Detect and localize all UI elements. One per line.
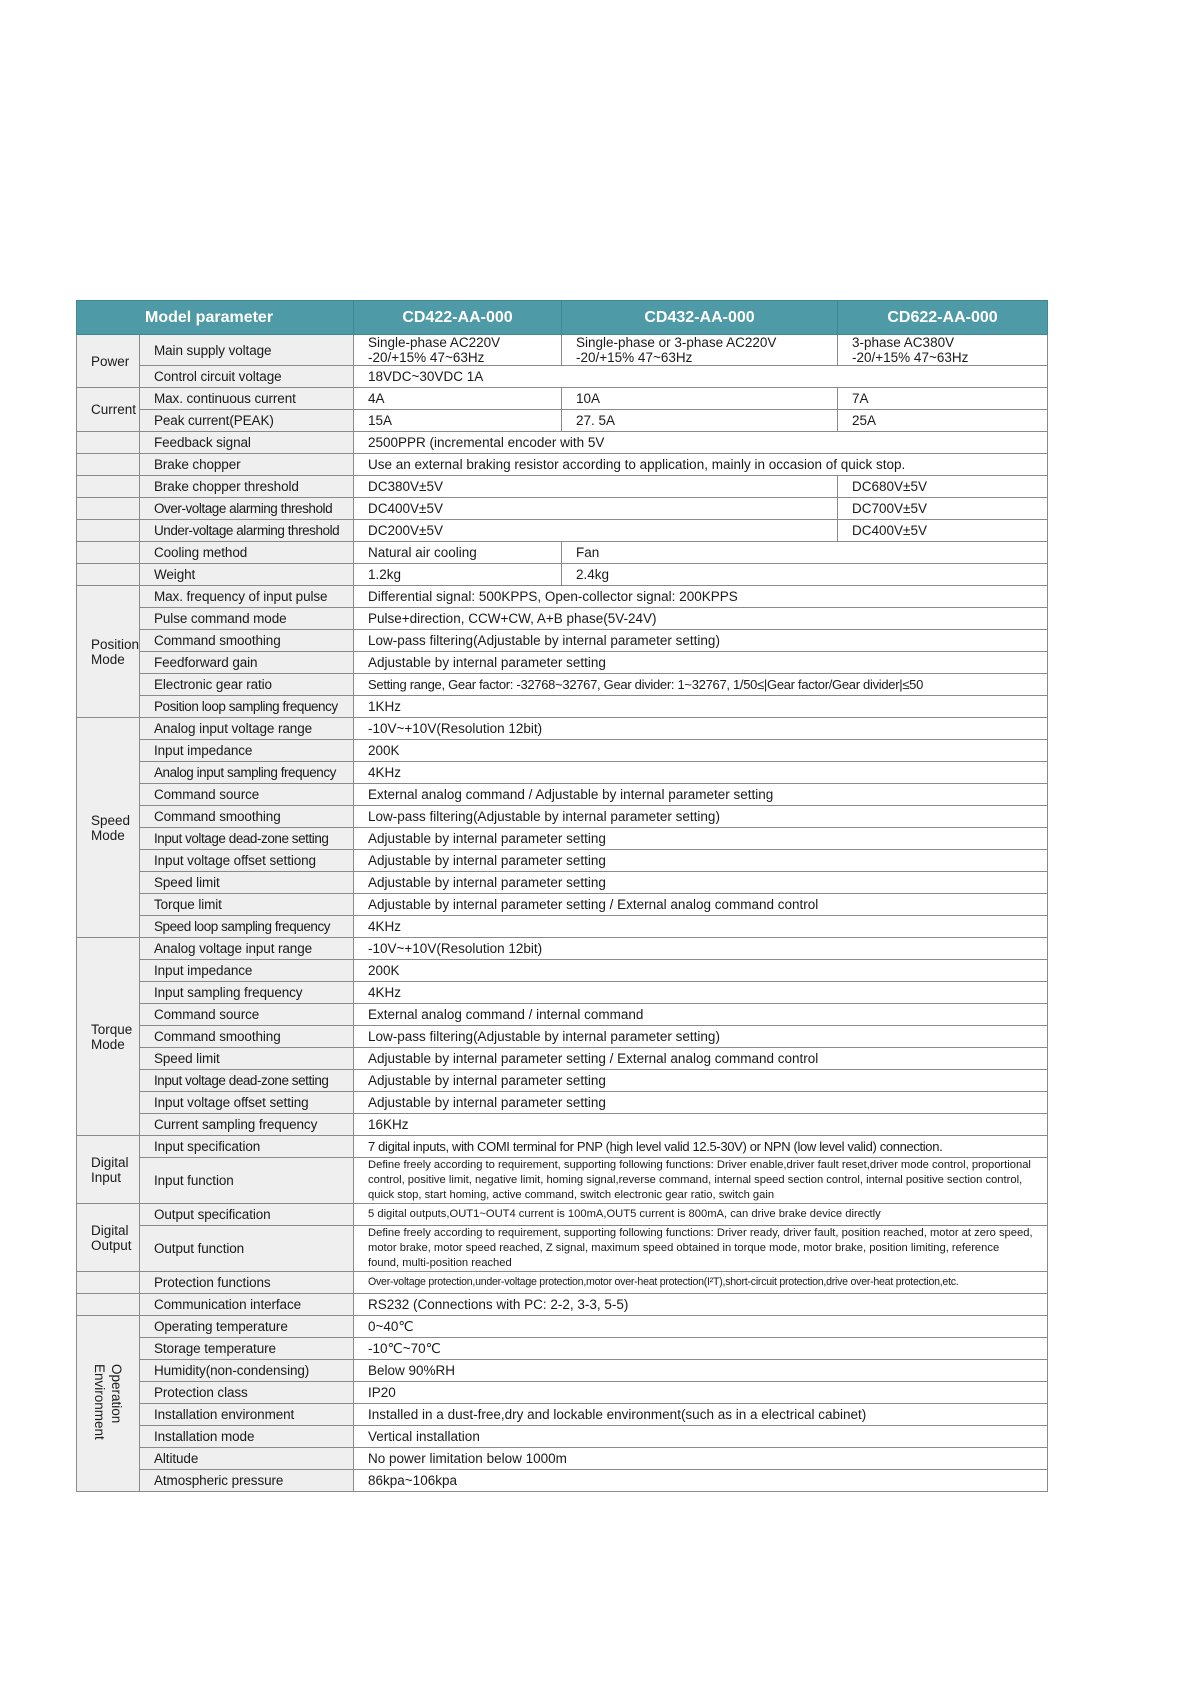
value-brake-threshold-cd422-cd432: DC380V±5V [354,476,838,498]
value-weight-cd422: 1.2kg [354,564,562,586]
table-row [77,1026,1048,1048]
param-torque: Input impedance [140,960,354,982]
value-environment: Installed in a dust-free,dry and lockable environment(such as in a electrical cabinet) [354,1404,1048,1426]
table-row [77,718,1048,740]
table-row [77,762,1048,784]
table-row [77,432,1048,454]
category-line: Output [91,1237,132,1253]
param-speed: Input voltage dead-zone setting [140,828,354,850]
value-peak-cd622: 25A [838,410,1048,432]
value-max-continuous-cd422: 4A [354,388,562,410]
category-torque-mode [77,938,140,1136]
table-row [77,564,1048,586]
category-line: Position [91,636,140,652]
param-torque: Input sampling frequency [140,982,354,1004]
value-speed: 4KHz [354,762,1048,784]
category-blank [77,1272,140,1294]
table-row [77,872,1048,894]
value-cooling-cd432-cd622: Fan [562,542,1048,564]
category-digital-output [77,1204,140,1272]
value-torque: 200K [354,960,1048,982]
param-torque: Analog voltage input range [140,938,354,960]
param-under-voltage-threshold: Under-voltage alarming threshold [140,520,354,542]
table-row [77,1158,1048,1204]
table-row [77,1004,1048,1026]
table-row [77,1204,1048,1226]
param-position: Command smoothing [140,630,354,652]
table-row [77,806,1048,828]
table-row [77,1338,1048,1360]
param-max-continuous-current: Max. continuous current [140,388,354,410]
table-row [77,1092,1048,1114]
table-row [77,1294,1048,1316]
param-input-specification: Input specification [140,1136,354,1158]
table-row [77,1226,1048,1272]
value-brake-threshold-cd622: DC680V±5V [838,476,1048,498]
value-speed: 4KHz [354,916,1048,938]
value-position: Pulse+direction, CCW+CW, A+B phase(5V-24V) [354,608,1048,630]
table-row [77,542,1048,564]
value-output-specification: 5 digital outputs,OUT1~OUT4 current is 100mA,OUT5 current is 800mA, can drive brake device directly [354,1204,1048,1226]
value-line: -20/+15% 47~63Hz [852,350,969,365]
value-main-supply-cd432 [562,335,838,366]
value-environment: 86kpa~106kpa [354,1470,1048,1492]
param-output-specification: Output specification [140,1204,354,1226]
param-speed: Analog input sampling frequency [140,762,354,784]
param-position: Position loop sampling frequency [140,696,354,718]
value-input-function: Define freely according to requirement, supporting following functions: Driver enable,driver fault reset,driver mode control, proportional control, positive limit, negative limit, homing signal,reverse command, internal speed section control, internal positive section control, quick stop, start homing, active command, switch electronic gear ratio, switch gain [354,1158,1048,1204]
param-speed: Torque limit [140,894,354,916]
table-row [77,335,1048,366]
table-row [77,608,1048,630]
param-output-function: Output function [140,1226,354,1272]
table-row [77,784,1048,806]
value-speed: Low-pass filtering(Adjustable by internal parameter setting) [354,806,1048,828]
table-row [77,1272,1048,1294]
param-main-supply-voltage: Main supply voltage [140,335,354,366]
value-environment: Vertical installation [354,1426,1048,1448]
table-row [77,454,1048,476]
value-main-supply-cd622 [838,335,1048,366]
value-cooling-cd422: Natural air cooling [354,542,562,564]
value-environment: -10℃~70℃ [354,1338,1048,1360]
param-environment: Protection class [140,1382,354,1404]
category-line: Mode [91,827,125,843]
value-over-voltage-cd622: DC700V±5V [838,498,1048,520]
category-line: Mode [91,1036,125,1052]
value-input-specification: 7 digital inputs, with COMI terminal for PNP (high level valid 12.5-30V) or NPN (low level valid) connection. [354,1136,1048,1158]
param-torque: Input voltage dead-zone setting [140,1070,354,1092]
category-blank [77,1294,140,1316]
value-environment: 0~40℃ [354,1316,1048,1338]
category-line: Digital [91,1222,129,1238]
param-torque: Command source [140,1004,354,1026]
category-blank [77,564,140,586]
category-line: Speed [91,812,131,828]
param-protection-functions: Protection functions [140,1272,354,1294]
table-row [77,498,1048,520]
table-row [77,652,1048,674]
table-row [77,1136,1048,1158]
param-speed: Command source [140,784,354,806]
category-line: Digital [91,1154,129,1170]
table-row [77,1470,1048,1492]
category-blank [77,542,140,564]
table-row [77,1048,1048,1070]
value-line: Single-phase or 3-phase AC220V [576,335,777,350]
param-environment: Humidity(non-condensing) [140,1360,354,1382]
value-torque: Adjustable by internal parameter setting / External analog command control [354,1048,1048,1070]
category-blank [77,454,140,476]
param-over-voltage-threshold: Over-voltage alarming threshold [140,498,354,520]
category-operation-environment-label [91,1364,125,1440]
category-blank [77,432,140,454]
value-max-continuous-cd622: 7A [838,388,1048,410]
category-position-mode [77,586,140,718]
param-speed: Input impedance [140,740,354,762]
param-environment: Installation mode [140,1426,354,1448]
param-torque: Current sampling frequency [140,1114,354,1136]
category-speed-mode [77,718,140,938]
category-current: Current [77,388,140,432]
param-brake-chopper-threshold: Brake chopper threshold [140,476,354,498]
value-torque: -10V~+10V(Resolution 12bit) [354,938,1048,960]
category-line: Environment [92,1364,107,1440]
value-position: 1KHz [354,696,1048,718]
table-row [77,410,1048,432]
table-row [77,740,1048,762]
value-peak-cd422: 15A [354,410,562,432]
table-row [77,1448,1048,1470]
table-row [77,894,1048,916]
value-peak-cd432: 27. 5A [562,410,838,432]
table-row [77,674,1048,696]
param-torque: Input voltage offset setting [140,1092,354,1114]
category-operation-environment [77,1316,140,1492]
category-line: Torque [91,1021,133,1037]
value-torque: Low-pass filtering(Adjustable by internal parameter setting) [354,1026,1048,1048]
value-torque: External analog command / internal command [354,1004,1048,1026]
header-cd622: CD622-AA-000 [838,301,1048,335]
table-row [77,366,1048,388]
table-row [77,1382,1048,1404]
value-weight-cd432-cd622: 2.4kg [562,564,1048,586]
table-row [77,982,1048,1004]
table-row [77,388,1048,410]
category-blank [77,520,140,542]
table-row [77,850,1048,872]
value-speed: Adjustable by internal parameter setting [354,850,1048,872]
value-main-supply-cd422 [354,335,562,366]
param-environment: Altitude [140,1448,354,1470]
header-cd422: CD422-AA-000 [354,301,562,335]
param-environment: Installation environment [140,1404,354,1426]
param-speed: Speed limit [140,872,354,894]
value-position: Differential signal: 500KPPS, Open-collector signal: 200KPPS [354,586,1048,608]
value-communication-interface: RS232 (Connections with PC: 2-2, 3-3, 5-5) [354,1294,1048,1316]
table-row [77,1114,1048,1136]
param-position: Max. frequency of input pulse [140,586,354,608]
param-cooling-method: Cooling method [140,542,354,564]
header-cd432: CD432-AA-000 [562,301,838,335]
param-speed: Command smoothing [140,806,354,828]
value-environment: IP20 [354,1382,1048,1404]
value-speed: 200K [354,740,1048,762]
value-torque: 4KHz [354,982,1048,1004]
value-line: Single-phase AC220V [368,335,501,350]
value-under-voltage-cd622: DC400V±5V [838,520,1048,542]
param-feedback-signal: Feedback signal [140,432,354,454]
table-row [77,476,1048,498]
table-header-row [77,301,1048,335]
value-torque: Adjustable by internal parameter setting [354,1092,1048,1114]
param-communication-interface: Communication interface [140,1294,354,1316]
category-blank [77,498,140,520]
category-line: Input [91,1169,122,1185]
param-speed: Input voltage offset settiong [140,850,354,872]
value-control-circuit-voltage: 18VDC~30VDC 1A [354,366,1048,388]
table-row [77,520,1048,542]
value-speed: Adjustable by internal parameter setting [354,828,1048,850]
table-row [77,1070,1048,1092]
table-row [77,586,1048,608]
value-over-voltage-cd422-cd432: DC400V±5V [354,498,838,520]
value-position: Low-pass filtering(Adjustable by internal parameter setting) [354,630,1048,652]
category-digital-input [77,1136,140,1204]
param-position: Feedforward gain [140,652,354,674]
param-speed: Analog input voltage range [140,718,354,740]
table-row [77,960,1048,982]
param-position: Electronic gear ratio [140,674,354,696]
param-input-function: Input function [140,1158,354,1204]
table-row [77,938,1048,960]
param-position: Pulse command mode [140,608,354,630]
param-control-circuit-voltage: Control circuit voltage [140,366,354,388]
value-protection-functions: Over-voltage protection,under-voltage protection,motor over-heat protection(I²T),short-circuit protection,drive over-heat protection,etc. [354,1272,1048,1294]
value-speed: External analog command / Adjustable by internal parameter setting [354,784,1048,806]
value-line: -20/+15% 47~63Hz [368,350,485,365]
table-row [77,1426,1048,1448]
param-torque: Command smoothing [140,1026,354,1048]
table-row [77,696,1048,718]
value-feedback-signal: 2500PPR (incremental encoder with 5V [354,432,1048,454]
param-brake-chopper: Brake chopper [140,454,354,476]
table-row [77,828,1048,850]
value-brake-chopper: Use an external braking resistor according to application, mainly in occasion of quick stop. [354,454,1048,476]
table-row [77,1404,1048,1426]
value-output-function: Define freely according to requirement, supporting following functions: Driver ready, driver fault, position reached, motor at zero speed, motor brake, motor speed reached, Z signal, maximum speed obtained in torque mode, motor brake, position limiting, reference found, multi-position reached [354,1226,1048,1272]
param-speed: Speed loop sampling frequency [140,916,354,938]
value-speed: Adjustable by internal parameter setting / External analog command control [354,894,1048,916]
value-max-continuous-cd432: 10A [562,388,838,410]
table-row [77,916,1048,938]
table-row [77,1316,1048,1338]
value-position: Setting range, Gear factor: -32768~32767, Gear divider: 1~32767, 1/50≤|Gear factor/Gear divider|≤50 [354,674,1048,696]
category-line: Mode [91,651,125,667]
value-torque: 16KHz [354,1114,1048,1136]
header-model-parameter: Model parameter [77,301,354,335]
value-under-voltage-cd422-cd432: DC200V±5V [354,520,838,542]
value-speed: -10V~+10V(Resolution 12bit) [354,718,1048,740]
category-blank [77,476,140,498]
table-row [77,630,1048,652]
value-line: -20/+15% 47~63Hz [576,350,693,365]
param-torque: Speed limit [140,1048,354,1070]
value-position: Adjustable by internal parameter setting [354,652,1048,674]
table-row [77,1360,1048,1382]
param-peak-current: Peak current(PEAK) [140,410,354,432]
value-line: 3-phase AC380V [852,335,955,350]
category-line: Operation [109,1364,124,1424]
param-environment: Operating temperature [140,1316,354,1338]
value-environment: Below 90%RH [354,1360,1048,1382]
param-environment: Atmospheric pressure [140,1470,354,1492]
spec-table [76,300,1048,1492]
category-power: Power [77,335,140,388]
value-speed: Adjustable by internal parameter setting [354,872,1048,894]
param-environment: Storage temperature [140,1338,354,1360]
param-weight: Weight [140,564,354,586]
value-torque: Adjustable by internal parameter setting [354,1070,1048,1092]
value-environment: No power limitation below 1000m [354,1448,1048,1470]
